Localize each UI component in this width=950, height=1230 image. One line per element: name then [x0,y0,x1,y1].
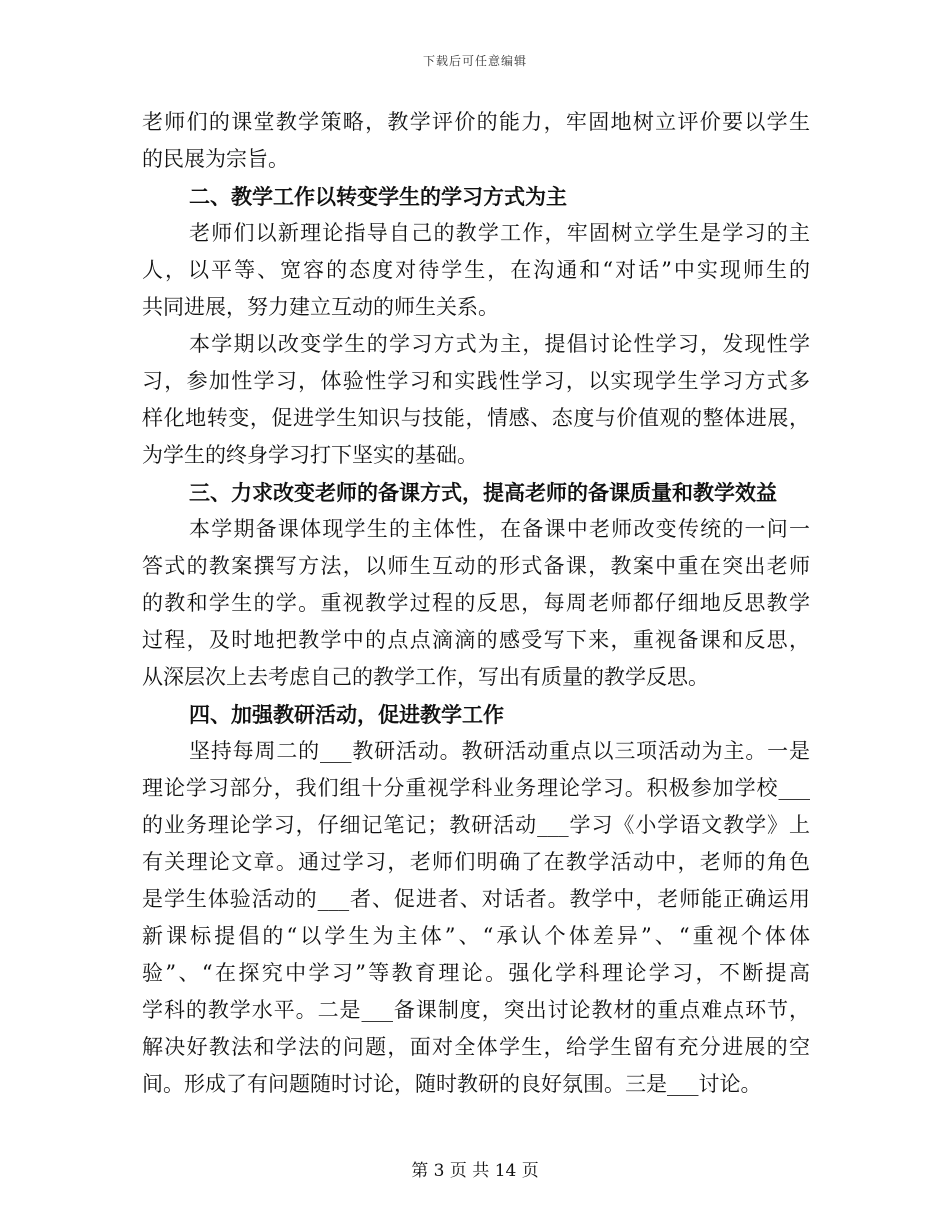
paragraph-line: 解决好教法和学法的问题，面对全体学生，给学生留有充分进展的空 [142,1035,810,1059]
paragraph-line: 坚持每周二的___教研活动。教研活动重点以三项活动为主。一是 [189,739,810,763]
paragraph-line: 共同进展，努力建立互动的师生关系。 [142,295,499,319]
paragraph-line: 的业务理论学习，仔细记笔记；教研活动___学习《小学语文教学》上 [142,813,810,837]
paragraph-line: 是学生体验活动的___者、促进者、对话者。教学中，老师能正确运用 [142,887,810,911]
paragraph-line: 的教和学生的学。重视教学过程的反思，每周老师都仔细地反思教学 [142,591,810,615]
paragraph-line: 本学期备课体现学生的主体性，在备课中老师改变传统的一问一 [189,517,810,541]
paragraph-line: 理论学习部分，我们组十分重视学科业务理论学习。积极参加学校___ [142,776,810,800]
paragraph-line: 人，以平等、宽容的态度对待学生，在沟通和“对话”中实现师生的 [142,258,810,282]
page-footer: 第 3 页 共 14 页 [411,1161,539,1181]
section-heading: 三、力求改变老师的备课方式，提高老师的备课质量和教学效益 [189,480,777,505]
paragraph-line: 的民展为宗旨。 [142,147,289,171]
paragraph-line: 样化地转变，促进学生知识与技能，情感、态度与价值观的整体进展， [142,406,810,430]
paragraph-line: 验”、“在探究中学习”等教育理论。强化学科理论学习，不断提高 [142,961,810,985]
header-note: 下载后可任意编辑 [422,54,527,68]
section-heading: 四、加强教研活动，促进教学工作 [189,702,504,727]
paragraph-line: 老师们以新理论指导自己的教学工作，牢固树立学生是学习的主 [189,221,810,245]
paragraph-line: 有关理论文章。通过学习，老师们明确了在教学活动中，老师的角色 [142,850,810,874]
paragraph-line: 本学期以改变学生的学习方式为主，提倡讨论性学习，发现性学 [189,332,810,356]
paragraph-line: 习，参加性学习，体验性学习和实践性学习，以实现学生学习方式多 [142,369,810,393]
paragraph-line: 为学生的终身学习打下坚实的基础。 [142,443,478,467]
document-body [142,104,810,1103]
paragraph-line: 老师们的课堂教学策略，教学评价的能力，牢固地树立评价要以学生 [142,110,810,134]
paragraph-line: 学科的教学水平。二是___备课制度，突出讨论教材的重点难点环节， [142,998,810,1022]
paragraph-line: 过程，及时地把教学中的点点滴滴的感受写下来，重视备课和反思， [142,628,810,652]
paragraph-line: 从深层次上去考虑自己的教学工作，写出有质量的教学反思。 [142,665,709,689]
paragraph-line: 新课标提倡的“以学生为主体”、“承认个体差异”、“重视个体体 [142,924,810,948]
paragraph-line: 答式的教案撰写方法，以师生互动的形式备课，教案中重在突出老师 [142,554,810,578]
paragraph-line: 间。形成了有问题随时讨论，随时教研的良好氛围。三是___讨论。 [142,1072,762,1096]
section-heading: 二、教学工作以转变学生的学习方式为主 [189,184,567,209]
